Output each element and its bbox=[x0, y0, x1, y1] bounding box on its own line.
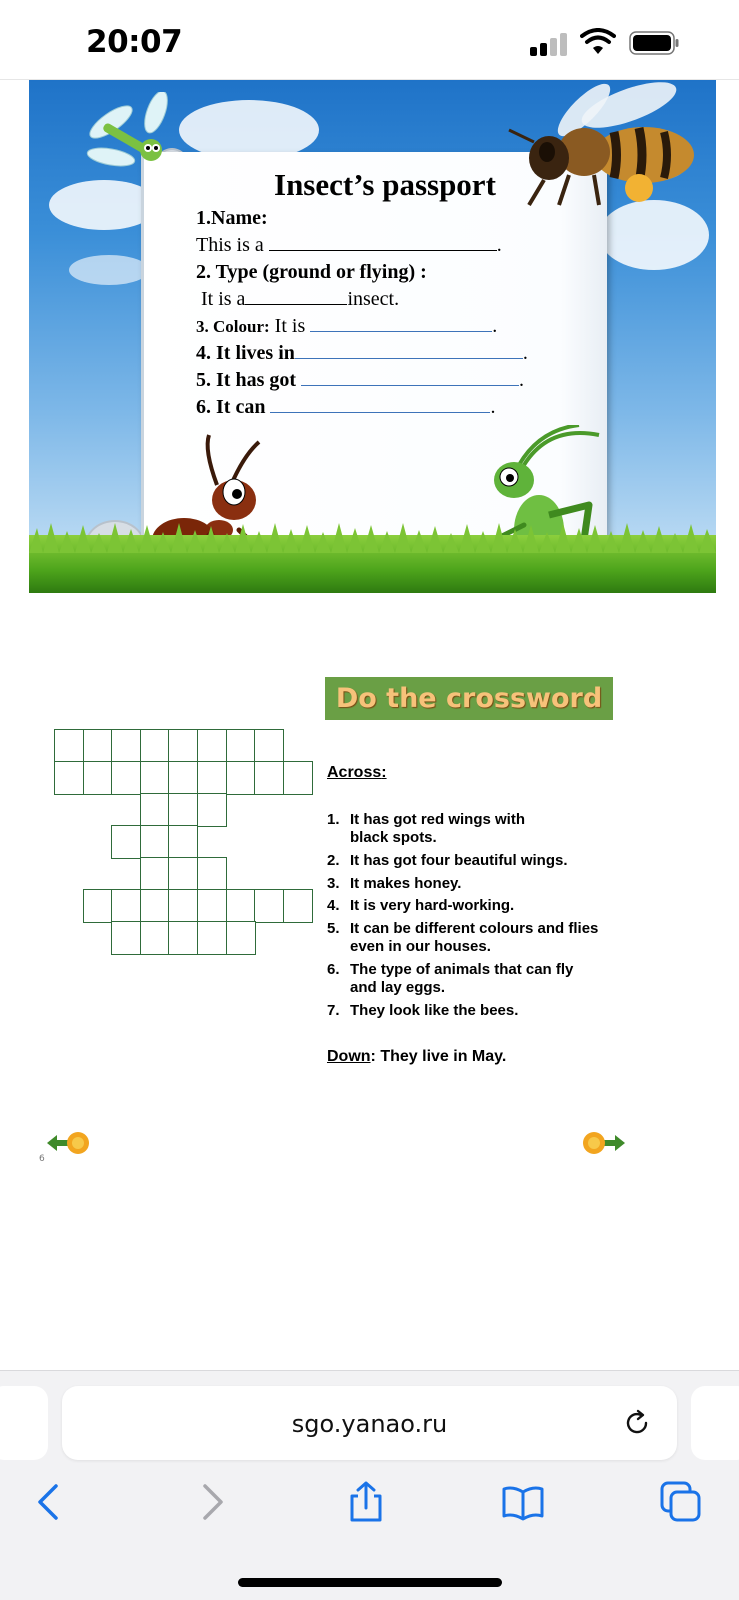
crossword-cell bbox=[140, 921, 170, 955]
crossword-cell bbox=[83, 729, 113, 763]
address-bar[interactable] bbox=[62, 1386, 677, 1460]
flower-arrow-right-icon[interactable] bbox=[577, 1129, 627, 1157]
crossword-cell bbox=[197, 857, 227, 891]
crossword-cell bbox=[140, 761, 170, 795]
app: 20:07 Insect’s passport 1.Name: This is a . 2. Type (ground or flying) : It is a insect. 3. Colour: It is . 4. It lives in . 5. It has got . 6. It can . Do the crossword Across: 1. It has got red wings with black spots. 2. It has got four beautiful wings. 3. It makes honey. 4. It is very hard-working. 5. It can be different colours and flies even in our houses. 6. The type of animals that can fly and lay eggs. 7. They look like the bees. Down: They live in May. 6 sgo.yanao.ru bbox=[0, 0, 739, 1600]
battery-icon bbox=[629, 31, 679, 55]
crossword-cell bbox=[197, 729, 227, 763]
bookmarks-icon[interactable] bbox=[501, 1480, 545, 1524]
crossword-cell bbox=[111, 921, 141, 955]
crossword-cell bbox=[168, 793, 198, 827]
passport-line-colour: 3. Colour: It is . bbox=[196, 315, 498, 337]
crossword-cell bbox=[83, 761, 113, 795]
passport-line-lives-in: 4. It lives in . bbox=[196, 342, 528, 364]
passport-line-has-got: 5. It has got . bbox=[196, 369, 525, 391]
crossword-cell bbox=[140, 729, 170, 763]
crossword-cell bbox=[54, 729, 84, 763]
tabs-icon[interactable] bbox=[659, 1480, 703, 1524]
crossword-cell bbox=[140, 857, 170, 891]
crossword-cell bbox=[197, 793, 227, 827]
crossword-cell bbox=[111, 761, 141, 795]
status-bar bbox=[0, 0, 739, 80]
home-indicator bbox=[238, 1578, 502, 1587]
cellular-signal-icon bbox=[530, 32, 572, 56]
crossword-cell bbox=[168, 825, 198, 859]
crossword-cell bbox=[168, 729, 198, 763]
passport-title: Insect’s passport bbox=[274, 167, 496, 202]
crossword-cell bbox=[140, 889, 170, 923]
crossword-title: Do the crossword bbox=[325, 677, 613, 720]
status-time: 20:07 bbox=[86, 24, 183, 60]
crossword-cell bbox=[83, 889, 113, 923]
bee-icon bbox=[489, 80, 704, 210]
crossword-cell bbox=[197, 921, 227, 955]
flower-arrow-left-icon[interactable] bbox=[45, 1129, 95, 1157]
dragonfly-icon bbox=[81, 92, 181, 182]
passport-line-can: 6. It can . bbox=[196, 396, 496, 418]
crossword-cell bbox=[283, 889, 313, 923]
crossword-cell bbox=[226, 761, 256, 795]
passport-line-this-is: This is a . bbox=[196, 234, 502, 256]
reload-icon[interactable] bbox=[622, 1408, 652, 1438]
back-icon[interactable] bbox=[28, 1480, 72, 1524]
crossword-cell bbox=[140, 793, 170, 827]
passport-line-type: 2. Type (ground or flying) : bbox=[196, 261, 427, 283]
next-tab-preview[interactable] bbox=[691, 1386, 739, 1460]
crossword-cell bbox=[168, 857, 198, 891]
crossword-cell bbox=[168, 761, 198, 795]
page-number: 6 bbox=[39, 1154, 45, 1164]
crossword-cell bbox=[226, 921, 256, 955]
crossword-cell bbox=[226, 729, 256, 763]
crossword-cell bbox=[168, 921, 198, 955]
crossword-cell bbox=[111, 825, 141, 859]
previous-tab-preview[interactable] bbox=[0, 1386, 48, 1460]
forward-icon[interactable] bbox=[189, 1480, 233, 1524]
down-clue: Down: They live in May. bbox=[327, 1048, 507, 1065]
crossword-cell bbox=[226, 889, 256, 923]
passport-line-name: 1.Name: bbox=[196, 207, 268, 229]
crossword-cell bbox=[111, 729, 141, 763]
crossword-cell bbox=[54, 761, 84, 795]
crossword-cell bbox=[111, 889, 141, 923]
crossword-cell bbox=[254, 761, 284, 795]
crossword-cell bbox=[254, 729, 284, 763]
insect-passport-image bbox=[29, 80, 716, 593]
passport-line-it-is-a: It is a insect. bbox=[201, 288, 400, 310]
url-text: sgo.yanao.ru bbox=[291, 1410, 448, 1438]
grass-tips bbox=[29, 523, 716, 553]
crossword-cell bbox=[197, 889, 227, 923]
share-icon[interactable] bbox=[344, 1480, 388, 1524]
crossword-cell bbox=[168, 889, 198, 923]
across-heading: Across: bbox=[327, 764, 387, 781]
crossword-grid bbox=[54, 729, 318, 959]
crossword-cell bbox=[140, 825, 170, 859]
wifi-icon bbox=[580, 28, 616, 56]
crossword-cell bbox=[197, 761, 227, 795]
crossword-cell bbox=[283, 761, 313, 795]
crossword-cell bbox=[254, 889, 284, 923]
